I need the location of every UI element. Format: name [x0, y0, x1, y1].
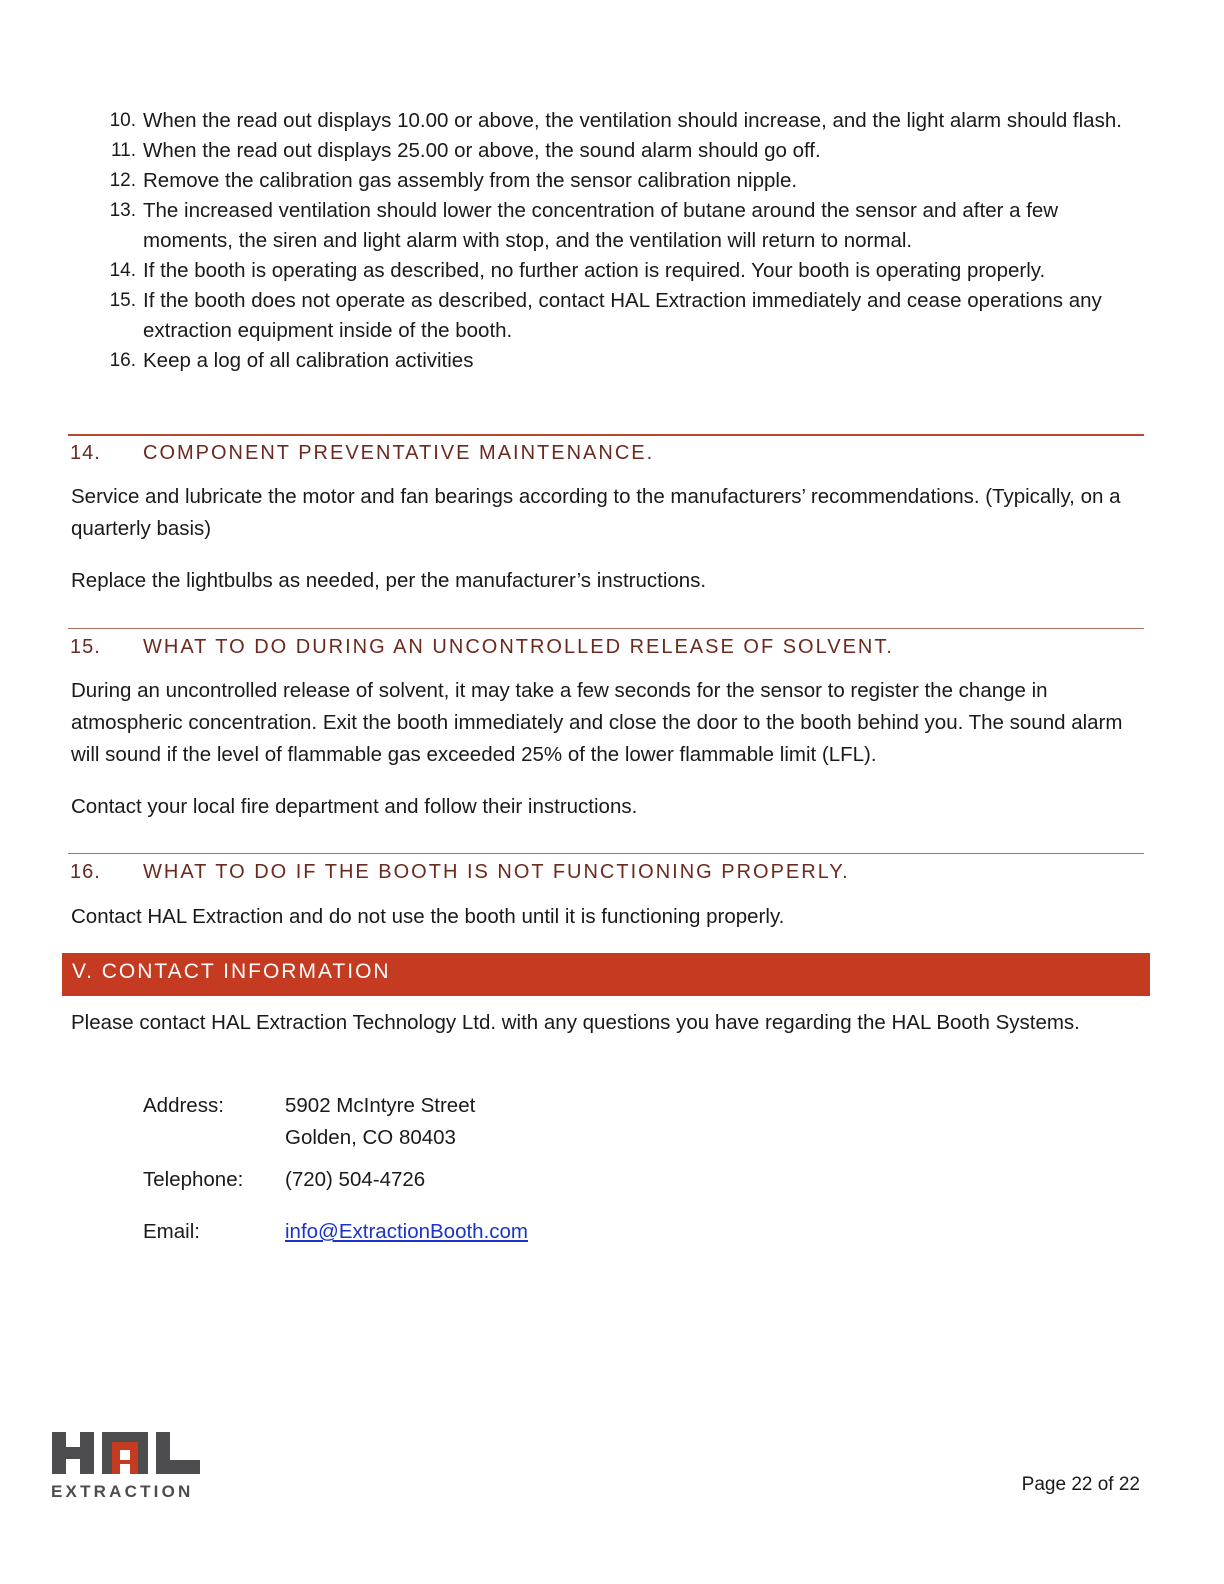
section-15-paragraph-1: During an uncontrolled release of solvent, it may take a few seconds for the sensor to register the change in atmospheric concentration. Exit the booth immediately and close the door to the booth behind you. The sound alarm will sound if the level of flammable gas exceeded 25% of the lower flammable limit (LFL).: [71, 679, 1123, 766]
address-line-1: 5902 McIntyre Street: [285, 1094, 476, 1117]
list-item-text: When the read out displays 10.00 or above, the ventilation should increase, and the light alarm should flash.: [143, 109, 1122, 132]
list-item-text: If the booth does not operate as described, contact HAL Extraction immediately and cease operations any extraction equipment inside of the booth.: [143, 289, 1102, 342]
section-divider: [68, 434, 1144, 436]
list-item: [100, 166, 1150, 196]
section-15-paragraph-2: Contact your local fire department and follow their instructions.: [71, 795, 638, 818]
address-value: [285, 1090, 475, 1154]
list-item-text: Remove the calibration gas assembly from the sensor calibration nipple.: [143, 169, 798, 192]
telephone-value: (720) 504-4726: [285, 1168, 426, 1191]
section-number: 15.: [70, 636, 101, 658]
list-item: [100, 136, 1150, 166]
telephone-label: Telephone:: [143, 1168, 244, 1191]
contact-banner: [62, 953, 1150, 996]
email-value: [285, 1216, 528, 1248]
contact-intro: Please contact HAL Extraction Technology Ltd. with any questions you have regarding the HAL Booth Systems.: [71, 1011, 1080, 1034]
logo-subtitle: EXTRACTION: [51, 1482, 194, 1501]
section-title: WHAT TO DO IF THE BOOTH IS NOT FUNCTIONING PROPERLY.: [143, 861, 850, 883]
address-label: Address:: [143, 1094, 224, 1117]
list-item: [100, 286, 1150, 346]
list-item-number: 13.: [109, 200, 136, 221]
list-item-number: 14.: [109, 260, 136, 281]
list-item-number: 12.: [109, 170, 136, 191]
list-item: [100, 106, 1150, 136]
section-14-paragraph-1: Service and lubricate the motor and fan bearings according to the manufacturers’ recommendations. (Typically, on a quarterly basis): [71, 485, 1121, 540]
list-item: [100, 346, 1150, 376]
section-number: 16.: [70, 861, 101, 883]
section-divider: [68, 628, 1144, 629]
list-item-text: Keep a log of all calibration activities: [143, 349, 474, 372]
hal-extraction-logo: [48, 1430, 204, 1502]
list-item-number: 11.: [110, 140, 136, 161]
list-item-number: 15.: [109, 290, 136, 311]
section-title: COMPONENT PREVENTATIVE MAINTENANCE.: [143, 442, 655, 464]
section-title: WHAT TO DO DURING AN UNCONTROLLED RELEASE OF SOLVENT.: [143, 636, 894, 658]
list-item-text: When the read out displays 25.00 or above, the sound alarm should go off.: [143, 139, 821, 162]
section-15-heading: [70, 636, 894, 659]
page-number: Page 22 of 22: [1021, 1474, 1140, 1495]
section-number: 14.: [70, 442, 101, 464]
list-item: [100, 196, 1150, 256]
list-item: [100, 256, 1150, 286]
list-item-text: If the booth is operating as described, no further action is required. Your booth is operating properly.: [143, 259, 1046, 282]
email-link[interactable]: info@ExtractionBooth.com: [285, 1220, 529, 1243]
section-16-heading: [70, 861, 850, 884]
email-label: Email:: [143, 1220, 200, 1243]
calibration-steps-list: [100, 106, 1150, 376]
section-14-heading: [70, 442, 654, 465]
section-16-paragraph: Contact HAL Extraction and do not use the booth until it is functioning properly.: [71, 905, 785, 928]
address-line-2: Golden, CO 80403: [285, 1126, 456, 1149]
list-item-text: The increased ventilation should lower the concentration of butane around the sensor and after a few moments, the siren and light alarm with stop, and the ventilation will return to normal.: [143, 199, 1059, 252]
list-item-number: 16.: [109, 350, 136, 371]
list-item-number: 10.: [109, 110, 136, 131]
contact-heading: V. CONTACT INFORMATION: [72, 960, 391, 983]
section-14-paragraph-2: Replace the lightbulbs as needed, per the manufacturer’s instructions.: [71, 569, 707, 592]
section-divider: [68, 853, 1144, 854]
